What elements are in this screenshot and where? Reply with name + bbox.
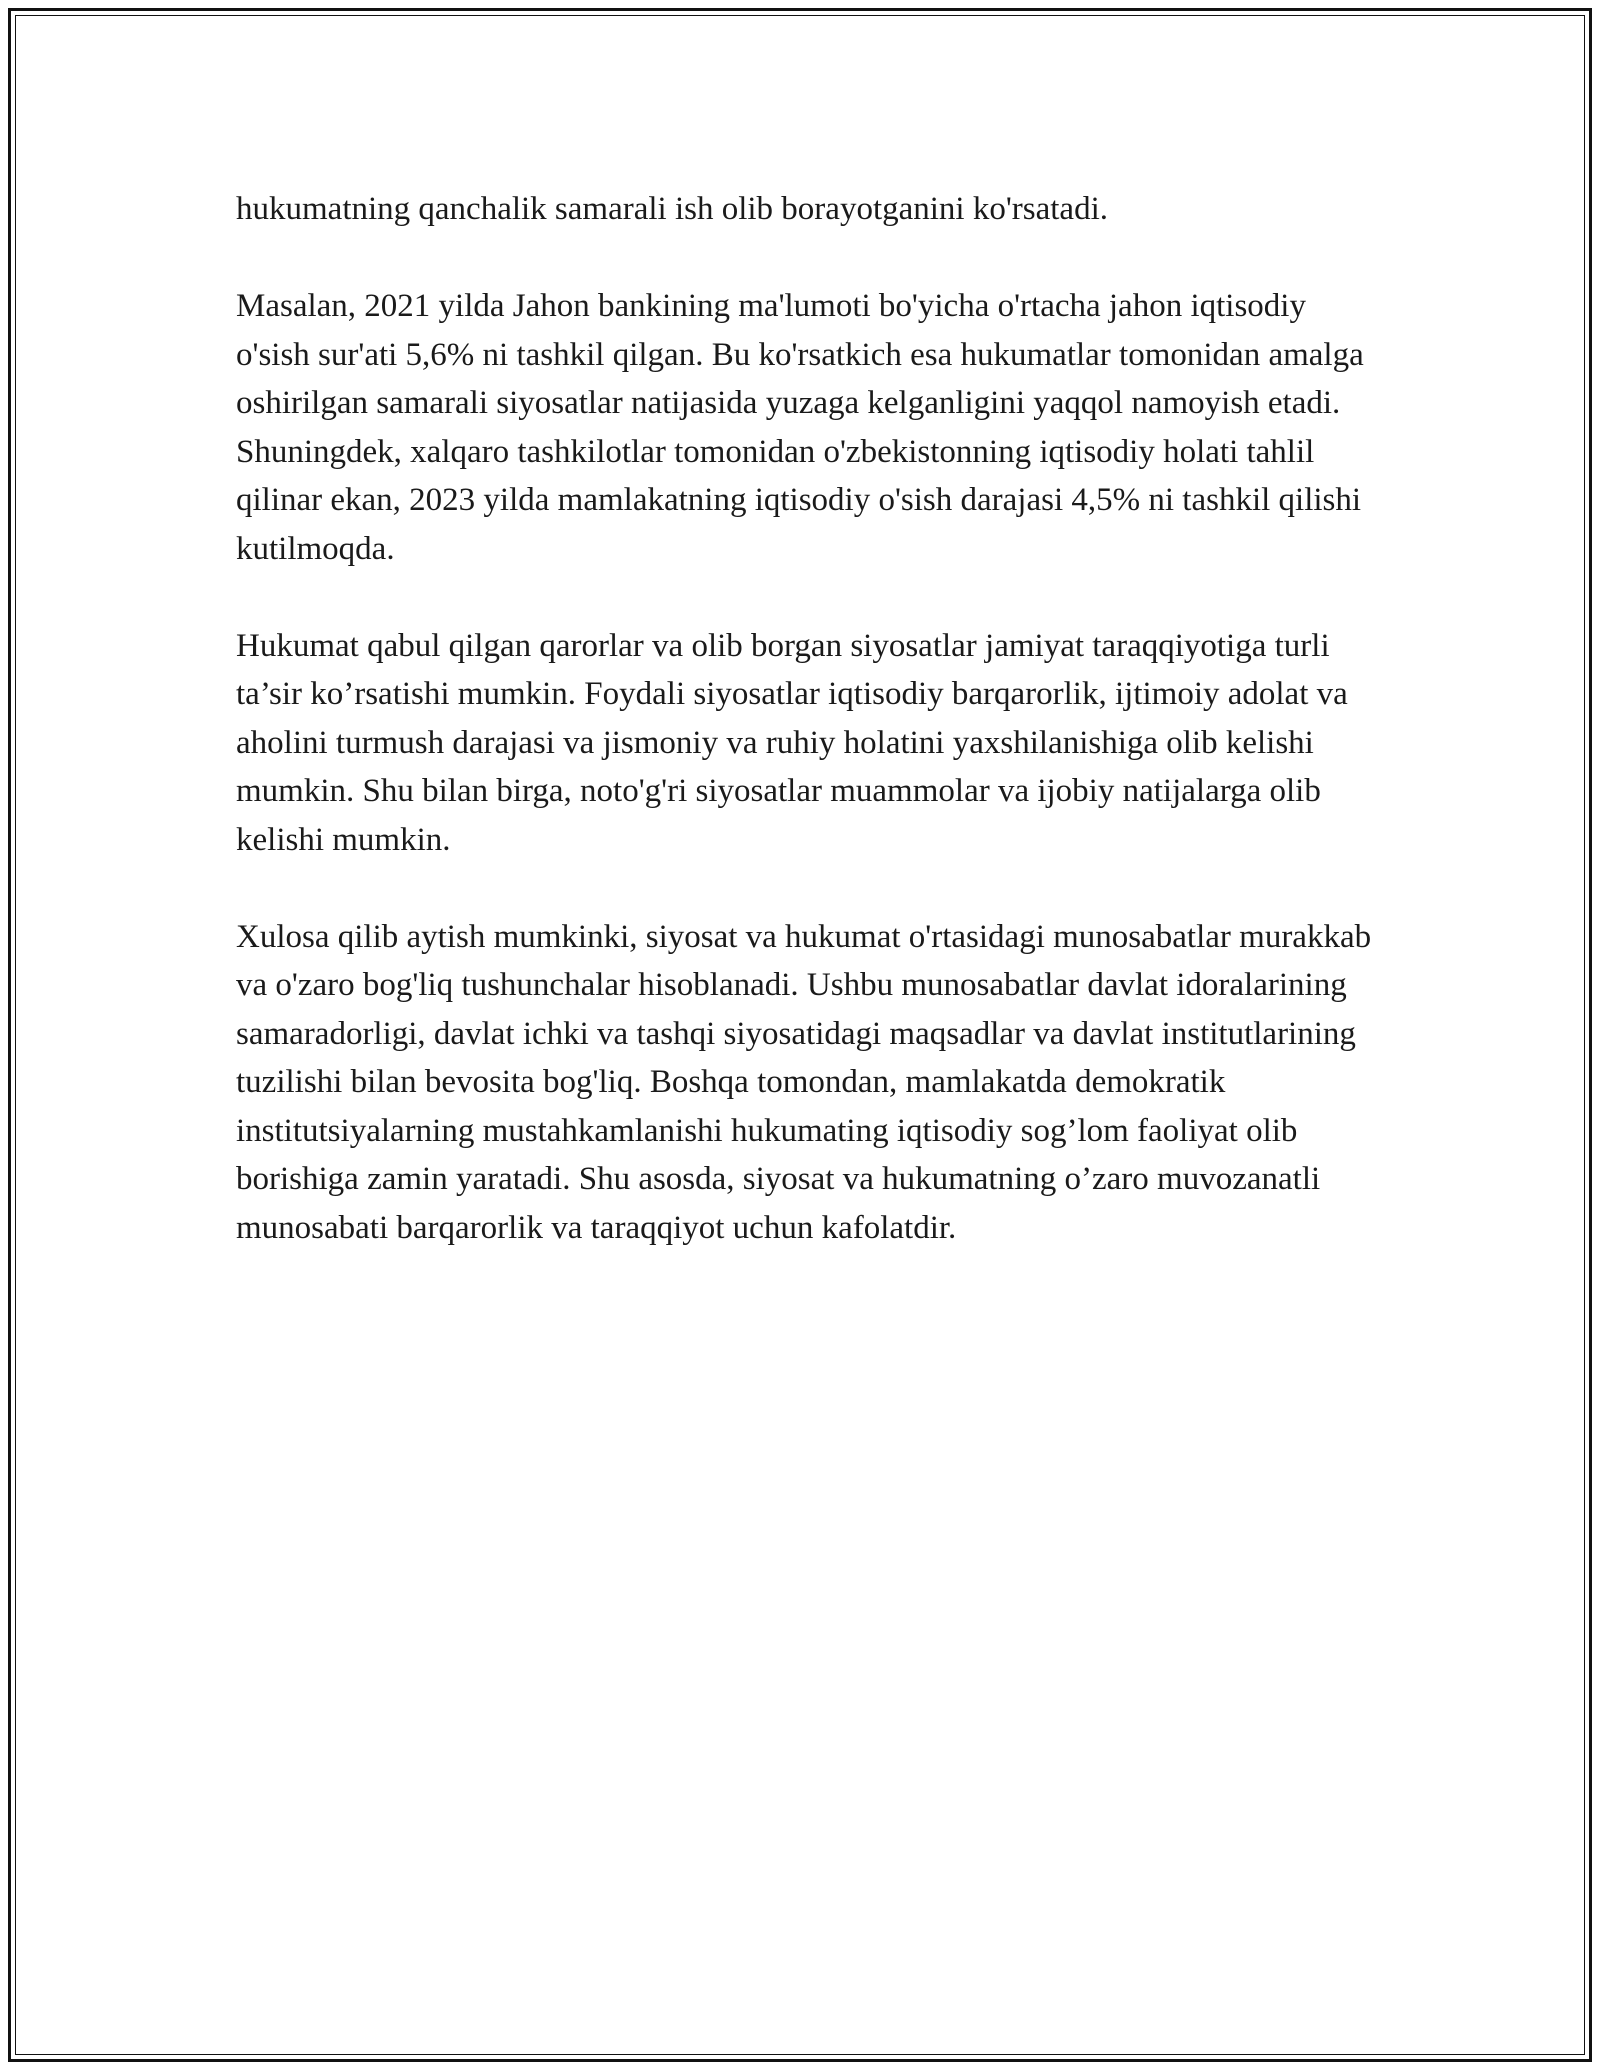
paragraph-conclusion: Xulosa qilib aytish mumkinki, siyosat va hukumat o'rtasidagi munosabatlar murakkab va o'zaro bog'liq tushunchalar hisoblanadi. Ushbu munosabatlar davlat idoralarining samaradorligi, davlat ichki va tashqi siyosatidagi maqsadlar va davlat institutlarining tuzilishi bilan bevosita bog'liq. Boshqa tomondan, mamlakatda demokratik institutsiyalarning mustahkamlanishi hukumating iqtisodiy sog’lom faoliyat olib borishiga zamin yaratadi. Shu asosda, siyosat va hukumatning o’zaro muvozanatli munosabati barqarorlik va taraqqiyot uchun kafolatdir.	[236, 918, 1372, 1246]
paragraph-economic-growth: Masalan, 2021 yilda Jahon bankining ma'lumoti bo'yicha o'rtacha jahon iqtisodiy o'sish sur'ati 5,6% ni tashkil qilgan. Bu ko'rsatkich esa hukumatlar tomonidan amalga oshirilgan samarali siyosatlar natijasida yuzaga kelganligini yaqqol namoyish etadi. Shuningdek, xalqaro tashkilotlar tomonidan o'zbekistonning iqtisodiy holati tahlil qilinar ekan, 2023 yilda mamlakatning iqtisodiy o'sish darajasi 4,5% ni tashkil qilishi kutilmoqda.	[236, 288, 1364, 567]
paragraph-continuation: hukumatning qanchalik samarali ish olib borayotganini ko'rsatadi.	[236, 191, 1109, 227]
document-body	[236, 185, 1376, 1301]
paragraph-policy-impact: Hukumat qabul qilgan qarorlar va olib borgan siyosatlar jamiyat taraqqiyotiga turli ta’sir ko’rsatishi mumkin. Foydali siyosatlar iqtisodiy barqarorlik, ijtimoiy adolat va aholini turmush darajasi va jismoniy va ruhiy holatini yaxshilanishiga olib kelishi mumkin. Shu bilan birga, noto'g'ri siyosatlar muammolar va ijobiy natijalarga olib kelishi mumkin.	[236, 627, 1348, 858]
